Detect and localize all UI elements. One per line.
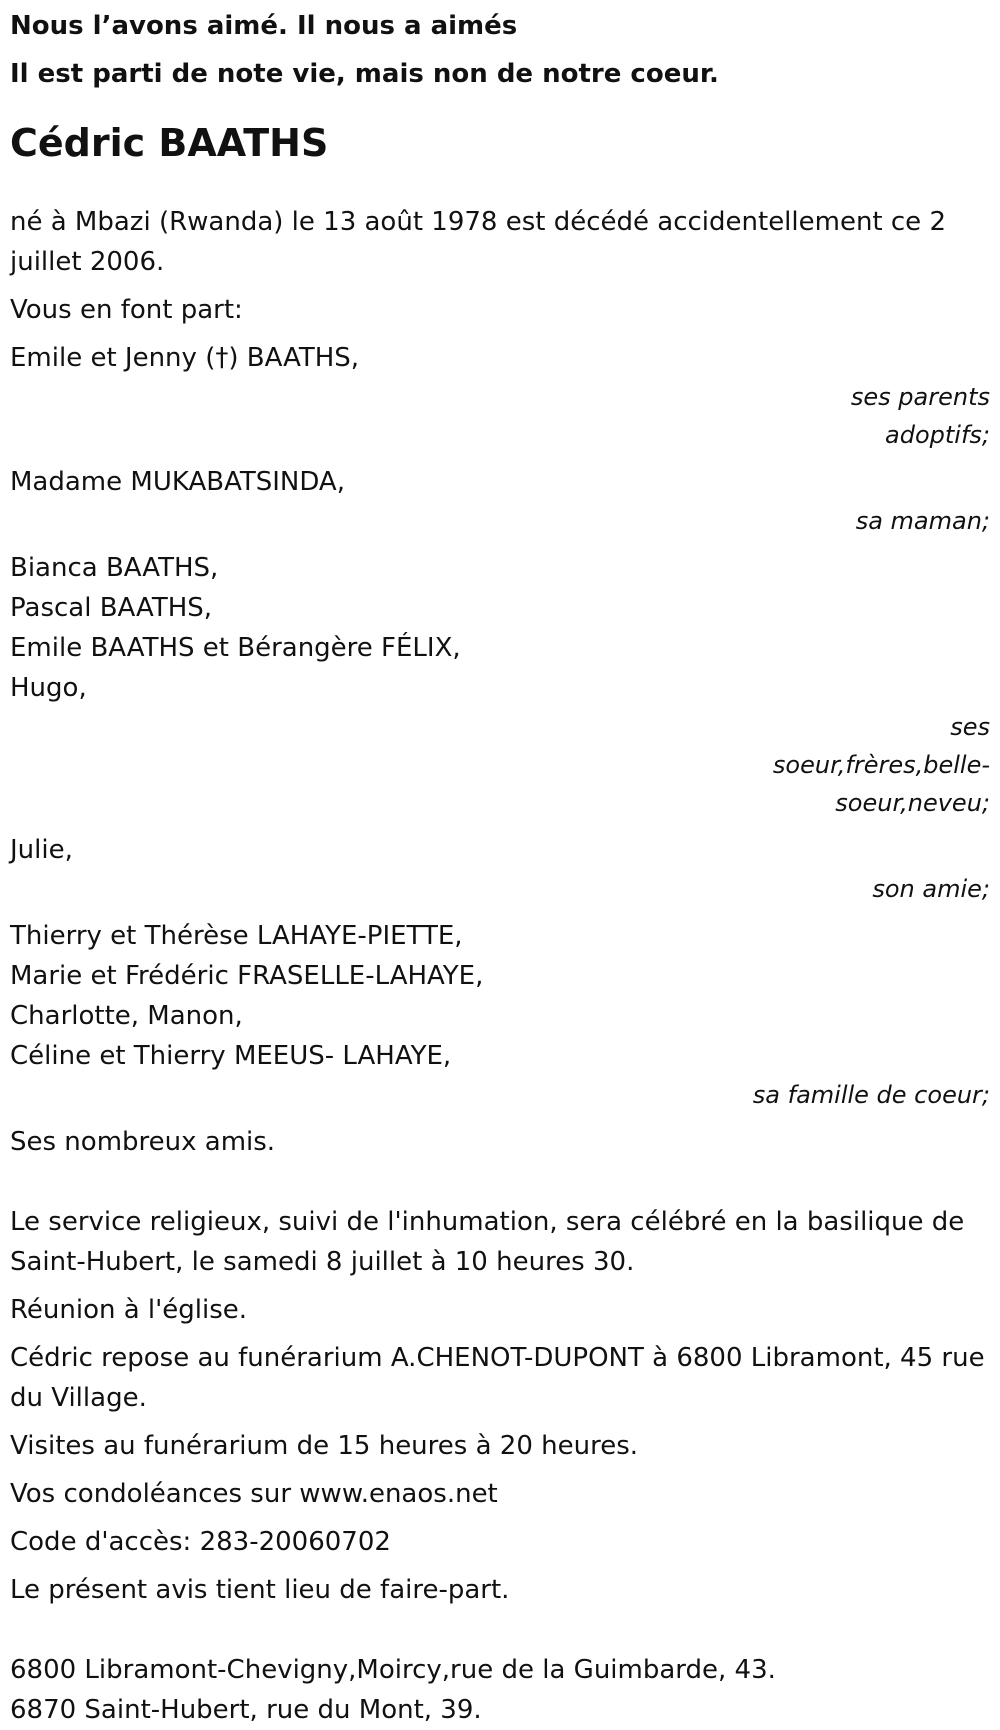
meeting-info: Réunion à l'église.	[10, 1295, 248, 1325]
notice-line: Le présent avis tient lieu de faire-part.	[10, 1575, 510, 1605]
family-member: Emile BAATHS et Bérangère FÉLIX,	[10, 633, 461, 663]
family-member: Bianca BAATHS,	[10, 553, 219, 583]
family-member: Hugo,	[10, 673, 87, 703]
funeral-home-info: Cédric repose au funérarium A.CHENOT-DUPONT à 6800 Libramont, 45 rue du Village.	[10, 1343, 985, 1413]
family-member: Marie et Frédéric FRASELLE-LAHAYE,	[10, 961, 484, 991]
relation-label: sa maman;	[855, 507, 990, 535]
relation-label: sa famille de coeur;	[752, 1081, 990, 1109]
motto-line-2: Il est parti de note vie, mais non de notre coeur.	[10, 59, 719, 89]
family-member: Pascal BAATHS,	[10, 593, 213, 623]
relation-label: ses parents adoptifs;	[850, 383, 990, 449]
access-code: Code d'accès: 283-20060702	[10, 1527, 391, 1557]
announcement-intro: Vous en font part:	[10, 295, 243, 325]
family-siblings	[10, 548, 990, 822]
family-heart	[10, 916, 990, 1114]
relation-label: son amie;	[872, 875, 990, 903]
family-member: Céline et Thierry MEEUS- LAHAYE,	[10, 1041, 452, 1071]
family-member: Madame MUKABATSINDA,	[10, 467, 345, 497]
obituary-page	[0, 2, 1000, 1725]
family-member: Julie,	[10, 835, 73, 865]
family-girlfriend	[10, 830, 990, 908]
address-line: 6870 Saint-Hubert, rue du Mont, 39.	[10, 1695, 482, 1725]
condolences-info: Vos condoléances sur www.enaos.net	[10, 1479, 498, 1509]
ceremony-info: Le service religieux, suivi de l'inhumation, sera célébré en la basilique de Saint-Hubert, le samedi 8 juillet à 10 heures 30.	[10, 1207, 965, 1277]
visits-info: Visites au funérarium de 15 heures à 20 heures.	[10, 1431, 639, 1461]
relation-label: ses soeur,frères,belle-soeur,neveu;	[772, 713, 990, 817]
deceased-name: Cédric BAATHS	[10, 121, 329, 165]
family-parents	[10, 338, 990, 454]
address-line: 6800 Libramont-Chevigny,Moircy,rue de la Guimbarde, 43.	[10, 1655, 776, 1685]
family-member: Emile et Jenny (†) BAATHS,	[10, 343, 360, 373]
friends-line: Ses nombreux amis.	[10, 1127, 276, 1157]
family-mother	[10, 462, 990, 540]
birth-death-statement: né à Mbazi (Rwanda) le 13 août 1978 est décédé accidentellement ce 2 juillet 2006.	[10, 207, 946, 277]
family-member: Thierry et Thérèse LAHAYE-PIETTE,	[10, 921, 463, 951]
family-member: Charlotte, Manon,	[10, 1001, 243, 1031]
motto-line-1: Nous l’avons aimé. Il nous a aimés	[10, 11, 518, 41]
